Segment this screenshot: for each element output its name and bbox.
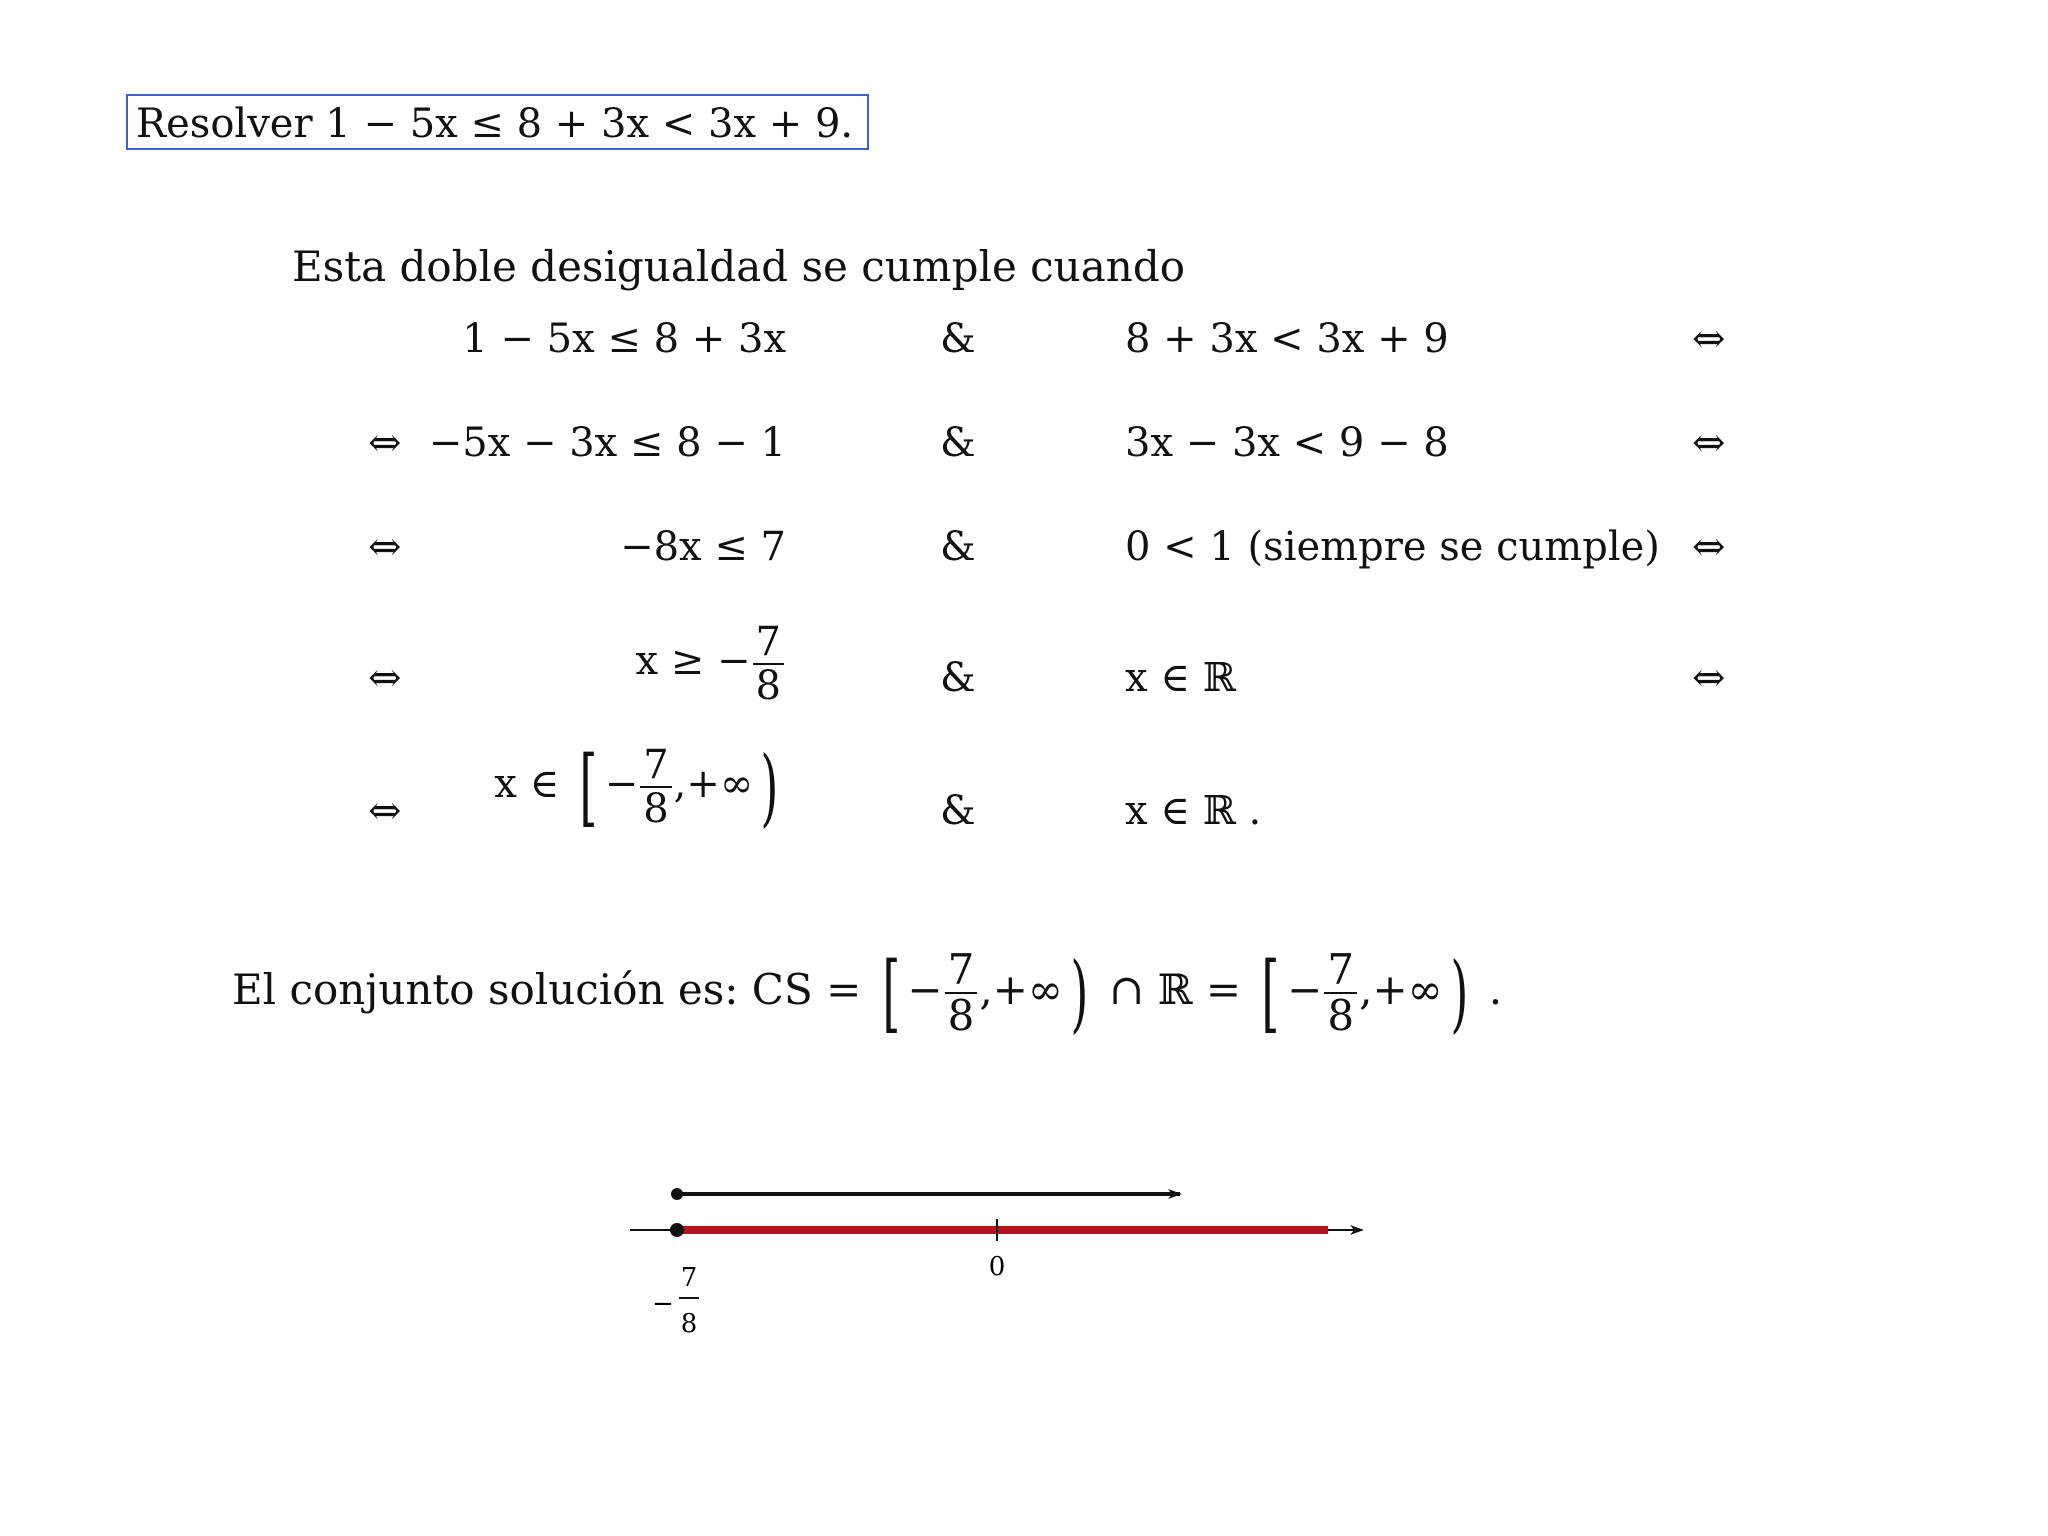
interval-right-bracket: ) [760, 738, 779, 836]
interval-fraction: $\frac{7}{8}$ [640, 744, 671, 830]
interval-upper: +∞ [686, 761, 754, 807]
point-label-denominator: 8 [680, 1309, 698, 1339]
cs-upper-1: +∞ [992, 965, 1063, 1015]
cs-upper-2: +∞ [1372, 965, 1443, 1015]
interval-sep: , [673, 761, 687, 807]
solution-endpoint [670, 1223, 684, 1237]
conclusion-prefix: El conjunto solución es: CS = [232, 965, 862, 1015]
row-3-iff-right: ⇔ [1692, 524, 1726, 570]
cs-minus-1: − [907, 965, 943, 1015]
problem-statement: Resolver 1 − 5x ≤ 8 + 3x < 3x + 9. [126, 94, 869, 150]
row-4-iff-left: ⇔ [368, 655, 402, 701]
row-2-rhs: 3x − 3x < 9 − 8 [1125, 420, 1449, 466]
cs-right-bracket-1: ) [1070, 944, 1089, 1043]
row-5-and: & [940, 788, 976, 834]
row-1-lhs: 1 − 5x ≤ 8 + 3x [462, 316, 786, 362]
intro-text: Esta doble desigualdad se cumple cuando [292, 242, 1185, 291]
row-1-and: & [940, 316, 976, 362]
row-5-iff-left: ⇔ [368, 788, 402, 834]
row-4-iff-right: ⇔ [1692, 655, 1726, 701]
row-1-rhs: 8 + 3x < 3x + 9 [1125, 316, 1449, 362]
row-3-iff-left: ⇔ [368, 524, 402, 570]
interval-minus: − [604, 761, 639, 807]
cs-left-bracket-2: [ [1261, 944, 1280, 1043]
interval-left-bracket: [ [579, 738, 598, 836]
row-3-lhs: −8x ≤ 7 [620, 524, 786, 570]
row-4-rhs: x ∈ ℝ [1125, 655, 1236, 701]
row-3-and: & [940, 524, 976, 570]
row-2-iff-right: ⇔ [1692, 420, 1726, 466]
cs-left-bracket-1: [ [882, 944, 901, 1043]
cs-fraction-1: $\frac{7}{8}$ [945, 948, 978, 1038]
cs-minus-2: − [1287, 965, 1323, 1015]
cs-fraction-2: $\frac{7}{8}$ [1324, 948, 1357, 1038]
row-2-and: & [940, 420, 976, 466]
point-label-minus: − [652, 1289, 674, 1319]
point-label-numerator: 7 [680, 1263, 698, 1293]
conclusion-end: . [1488, 965, 1503, 1015]
row-3-rhs: 0 < 1 (siempre se cumple) [1125, 524, 1660, 570]
zero-tick-label: 0 [988, 1252, 1006, 1282]
upper-interval-endpoint [671, 1188, 683, 1200]
row-1-iff-right: ⇔ [1692, 316, 1726, 362]
row-4-and: & [940, 655, 976, 701]
cs-sep-1: , [979, 965, 993, 1015]
fraction-seven-eighths: $\frac{7}{8}$ [753, 621, 784, 707]
cs-right-bracket-2: ) [1450, 944, 1469, 1043]
conclusion-intersect: ∩ ℝ = [1109, 965, 1242, 1015]
cs-sep-2: , [1359, 965, 1373, 1015]
row-4-lhs-text: x ≥ − [635, 638, 751, 684]
row-2-lhs: −5x − 3x ≤ 8 − 1 [428, 420, 786, 466]
row-2-iff-left: ⇔ [368, 420, 402, 466]
row-5-rhs: x ∈ ℝ . [1125, 788, 1262, 834]
row-5-lhs-text: x ∈ [494, 761, 560, 807]
